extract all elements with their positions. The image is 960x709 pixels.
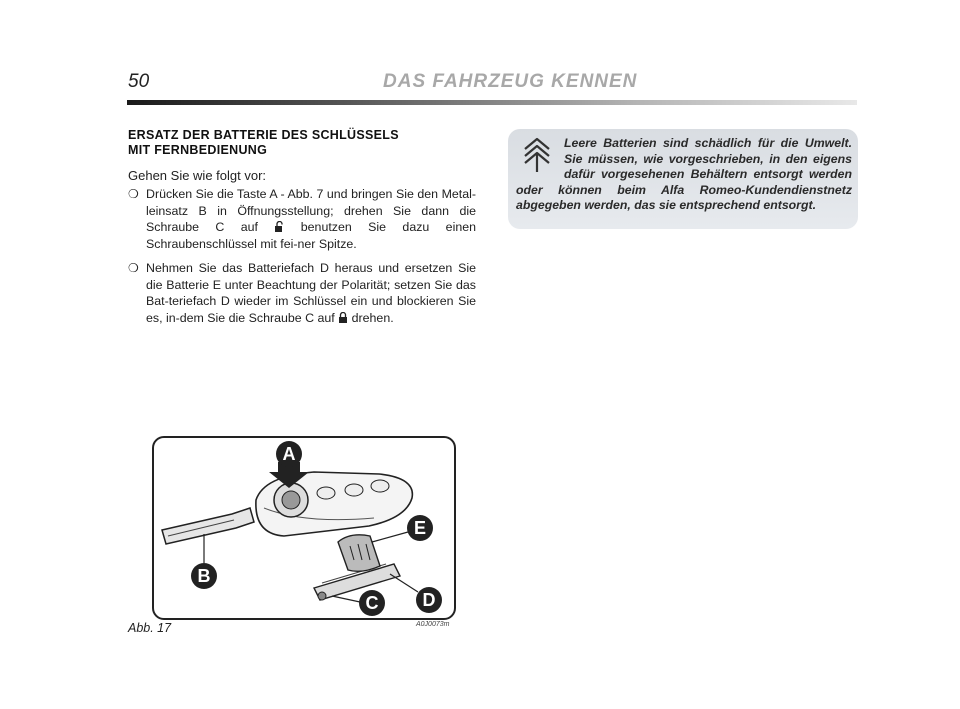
- bullet-item-1: [128, 186, 476, 252]
- bullet-mark: ❍: [128, 187, 139, 201]
- key-drawing: [154, 438, 454, 618]
- figure-code: A0J0073m: [416, 621, 450, 628]
- chapter-title: DAS FAHRZEUG KENNEN: [383, 71, 638, 92]
- figure-caption: Abb. 17: [128, 621, 172, 635]
- page-number: 50: [128, 71, 150, 92]
- section-title-line1: ERSATZ DER BATTERIE DES SCHLÜSSELS: [128, 128, 399, 142]
- note-text: Leere Batterien sind schädlich für die Umwelt. Sie müssen, wie vorgeschrieben, in den eigens dafür vorgesehenen Behältern entsorgt werden oder können beim Alfa Romeo-Kundendienstnetz abgegeben werden, das sie entsprechend entsorgt.: [516, 136, 852, 212]
- figure-key-illustration: [152, 436, 456, 620]
- unlock-icon: [274, 221, 284, 232]
- label-d: D: [422, 590, 436, 610]
- bullet-text-1: Drücken Sie die Taste A - Abb. 7 und bringen Sie den Metal-leinsatz B in Öffnungsstellung; drehen Sie dann die Schraube C auf benutzen Sie dazu einen Schraubenschlüssel mit fei-ner Spitze.: [146, 187, 476, 251]
- battery: [338, 535, 380, 571]
- label-a: A: [282, 444, 296, 464]
- lock-icon: [338, 312, 348, 323]
- label-c: C: [365, 593, 379, 613]
- bullet-item-2: [128, 260, 476, 326]
- environment-note: [508, 129, 858, 229]
- section-title-line2: MIT FERNBEDIENUNG: [128, 143, 268, 157]
- label-b: B: [197, 566, 211, 586]
- label-e: E: [413, 518, 427, 538]
- intro-text: Gehen Sie wie folgt vor:: [128, 168, 267, 183]
- header-rule: [127, 100, 857, 105]
- bullet-text-2: Nehmen Sie das Batteriefach D heraus und ersetzen Sie die Batterie E unter Beachtung der Polarität; setzen Sie das Bat-teriefach D wieder im Schlüssel ein und blockieren Sie es, in-dem Sie die Schraube C auf drehen.: [146, 261, 476, 325]
- section-title: [128, 128, 468, 158]
- bullet-mark: ❍: [128, 261, 139, 275]
